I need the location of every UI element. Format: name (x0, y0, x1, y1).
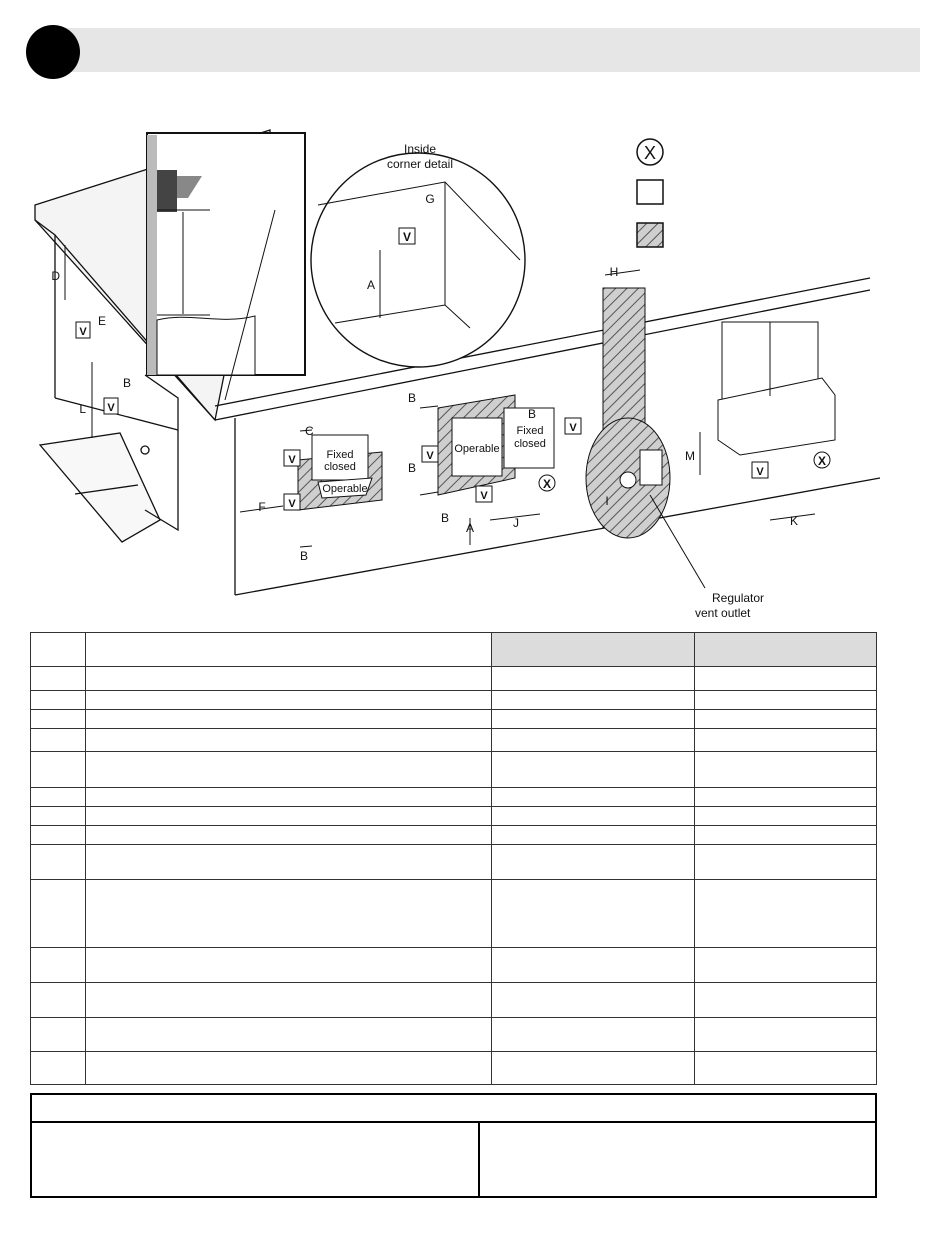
dim-b-left-window: B (299, 549, 309, 563)
dim-b-mid-bottom: B (440, 511, 450, 525)
section-header-bar (58, 28, 920, 72)
table-header-row (31, 633, 877, 667)
dim-h: H (609, 265, 619, 279)
dim-b-mid-left: B (407, 461, 416, 475)
label-fixed-closed-left-2: closed (324, 461, 356, 473)
inside-corner-detail (311, 142, 525, 367)
notes-left-cell (32, 1123, 480, 1196)
side-inset-box (147, 133, 305, 400)
label-operable-left: Operable (322, 483, 368, 495)
table-row (31, 729, 877, 752)
table-row (31, 845, 877, 880)
dim-k: K (789, 514, 799, 528)
label-fixed-closed-middle-2: closed (514, 438, 546, 450)
vent-symbol-6: V (480, 490, 488, 502)
vent-symbol-inset: V (402, 230, 412, 244)
vent-symbol-7: V (569, 422, 577, 434)
dim-c: C (305, 424, 314, 438)
inset-title-line2: corner detail (386, 157, 454, 171)
dim-a-main: A (465, 521, 475, 535)
dim-g: G (425, 192, 435, 206)
dim-m: M (685, 449, 695, 463)
dim-b-side: B (123, 376, 132, 390)
table-row (31, 667, 877, 691)
table-row (31, 983, 877, 1018)
planter-box (718, 322, 835, 455)
vent-symbol-8: V (756, 466, 764, 478)
table-row (31, 691, 877, 710)
dim-b-mid-right: B (527, 407, 537, 421)
vent-symbol-5: V (426, 450, 434, 462)
dim-a-inset: A (366, 278, 375, 292)
air-supply-symbol-1: X (542, 477, 552, 491)
label-fixed-closed-middle-1: Fixed (516, 425, 544, 437)
window-left (298, 435, 382, 510)
vent-clearance-diagram (0, 100, 950, 625)
vent-symbol-4: V (288, 498, 296, 510)
legend-air-supply-symbol: X (643, 143, 657, 163)
diagram-legend (637, 139, 663, 247)
table-row (31, 948, 877, 983)
table-row (31, 752, 877, 788)
dim-b-mid-top: B (407, 391, 416, 405)
vent-symbol-3: V (288, 454, 296, 466)
notes-box (30, 1093, 877, 1198)
table-row (31, 826, 877, 845)
regulator-label-1: Regulator (712, 591, 765, 605)
regulator-label-2: vent outlet (695, 606, 751, 620)
vent-symbol-1: V (79, 326, 87, 338)
table-row (31, 1052, 877, 1085)
table-row (31, 880, 877, 948)
table-row (31, 710, 877, 729)
vent-symbol-2: V (107, 402, 115, 414)
dim-d: D (51, 269, 60, 283)
section-number-badge (26, 25, 80, 79)
table-row (31, 1018, 877, 1052)
inset-title-line1: Inside (403, 142, 437, 156)
window-middle (438, 395, 554, 495)
air-supply-symbol-2: X (817, 454, 827, 468)
table-row (31, 807, 877, 826)
notes-title-row (32, 1095, 875, 1123)
dim-i: I (605, 494, 609, 508)
dim-l: L (79, 402, 86, 416)
label-operable-middle: Operable (454, 443, 500, 455)
label-fixed-closed-left-1: Fixed (326, 449, 354, 461)
dim-f: F (258, 500, 266, 514)
table-row (31, 788, 877, 807)
dim-e: E (98, 314, 107, 328)
clearance-table (30, 632, 877, 1085)
dim-j: J (513, 516, 519, 530)
